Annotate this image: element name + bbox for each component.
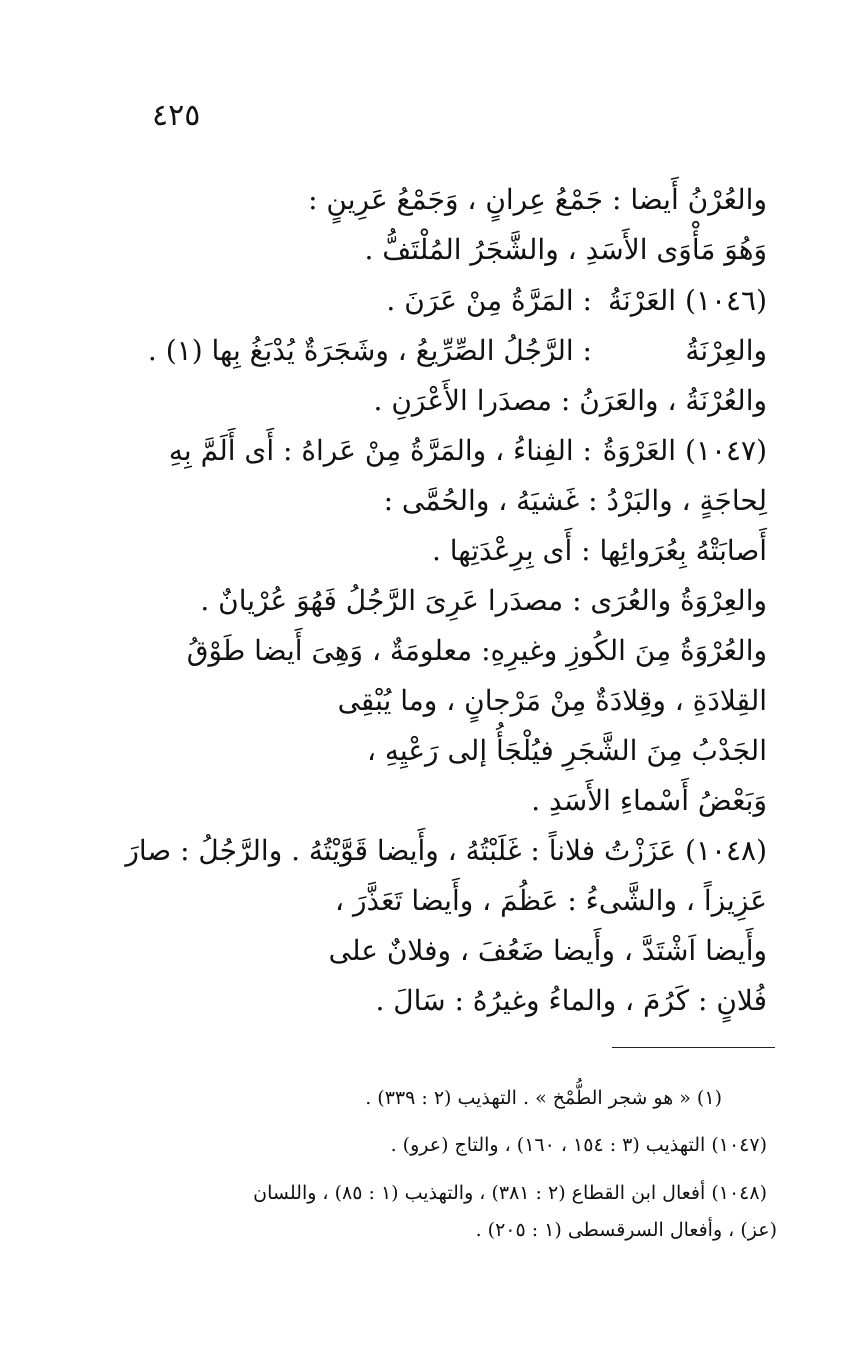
entry-line: والعِرْوَةُ والعُرَى : مصدَرا عَرِىَ الرَّجُلُ فَهُوَ عُرْيانٌ . bbox=[200, 584, 767, 617]
entry-line: لِحاجَةٍ ، والبَرْدُ : غَشيَهُ ، والحُمَّى : bbox=[383, 484, 767, 517]
footnote: (١٠٤٧) التهذيب (٣ : ١٥٤ ، ١٦٠) ، والتاج (عرو) . bbox=[390, 1134, 767, 1156]
entry-line: (١٠٤٨) عَزَزْتُ فلاناً : غَلَبْتُهُ ، وأَيضا قَوَّيْتُهُ . والرَّجُلُ : صارَ bbox=[125, 834, 767, 867]
page-number: ٤٢٥ bbox=[152, 98, 201, 133]
entry-line bbox=[169, 426, 767, 476]
entry-line: وَبَعْضُ أَسْماءِ الأَسَدِ . bbox=[531, 784, 767, 817]
entry-line: والعُرْوَةُ مِنَ الكُوزِ وغيرِهِ: معلومَةٌ ، وَهِىَ أَيضا طَوْقُ bbox=[186, 634, 767, 667]
entry-line: والعُرْنَةُ ، والعَرَنُ : مصدَرا الأَعْرَنِ . bbox=[373, 384, 767, 417]
entry-line: فُلانٍ : كَرُمَ ، والماءُ وغيرُهُ : سَالَ . bbox=[375, 984, 767, 1017]
entry-line bbox=[386, 276, 767, 326]
entry-label: (١٠٤٦) العَرْنَةُ bbox=[608, 284, 767, 317]
entry-text: : الرَّجُلُ الصِّرِّيعُ ، وشَجَرَةٌ يُدْبَغُ بِها (١) . bbox=[147, 334, 592, 367]
entry-line: أَصابَتْهُ بِعُرَوائِها : أَى بِرِعْدَتِها . bbox=[431, 534, 767, 567]
entry-line: عَزِيزاً ، والشَّىءُ : عَظُمَ ، وأَيضا تَعَذَّرَ ، bbox=[335, 884, 767, 917]
text-line: والعُرْنُ أَيضا : جَمْعُ عِرانٍ ، وَجَمْعُ عَرِينٍ : bbox=[308, 183, 767, 216]
entry-text: : الفِناءُ ، والمَرَّةُ مِنْ عَراهُ : أَى أَلَمَّ بِهِ bbox=[168, 434, 592, 467]
footnote-divider bbox=[612, 1047, 775, 1048]
entry-line: القِلادَةِ ، وقِلادَةٌ مِنْ مَرْجانٍ ، وما يُبْقِى bbox=[337, 684, 767, 717]
entry-line: وأَيضا اَشْتَدَّ ، وأَيضا ضَعُفَ ، وفلانٌ على bbox=[328, 934, 767, 967]
entry-text: : المَرَّةُ مِنْ عَرَنَ . bbox=[386, 284, 592, 317]
entry-label: والعِرْنَةُ bbox=[685, 334, 767, 367]
entry-line bbox=[148, 326, 767, 376]
text-line: وَهُوَ مَأْوَى الأَسَدِ ، والشَّجَرُ المُلْتَفُّ . bbox=[364, 233, 767, 266]
footnote: (١٠٤٨) أفعال ابن القطاع (٢ : ٣٨١) ، والتهذيب (١ : ٨٥) ، واللسان bbox=[253, 1182, 767, 1204]
entry-label: (١٠٤٧) العَرْوَةُ bbox=[602, 434, 767, 467]
footnote: (١) « هو شجر الطُّمْخ » . التهذيب (٢ : ٣٣٩) . bbox=[365, 1087, 722, 1109]
footnote: (عز) ، وأفعال السرقسطى (١ : ٢٠٥) . bbox=[475, 1219, 777, 1241]
entry-line: الجَدْبُ مِنَ الشَّجَرِ فيُلْجَأُ إلى رَعْيِهِ ، bbox=[366, 734, 767, 767]
